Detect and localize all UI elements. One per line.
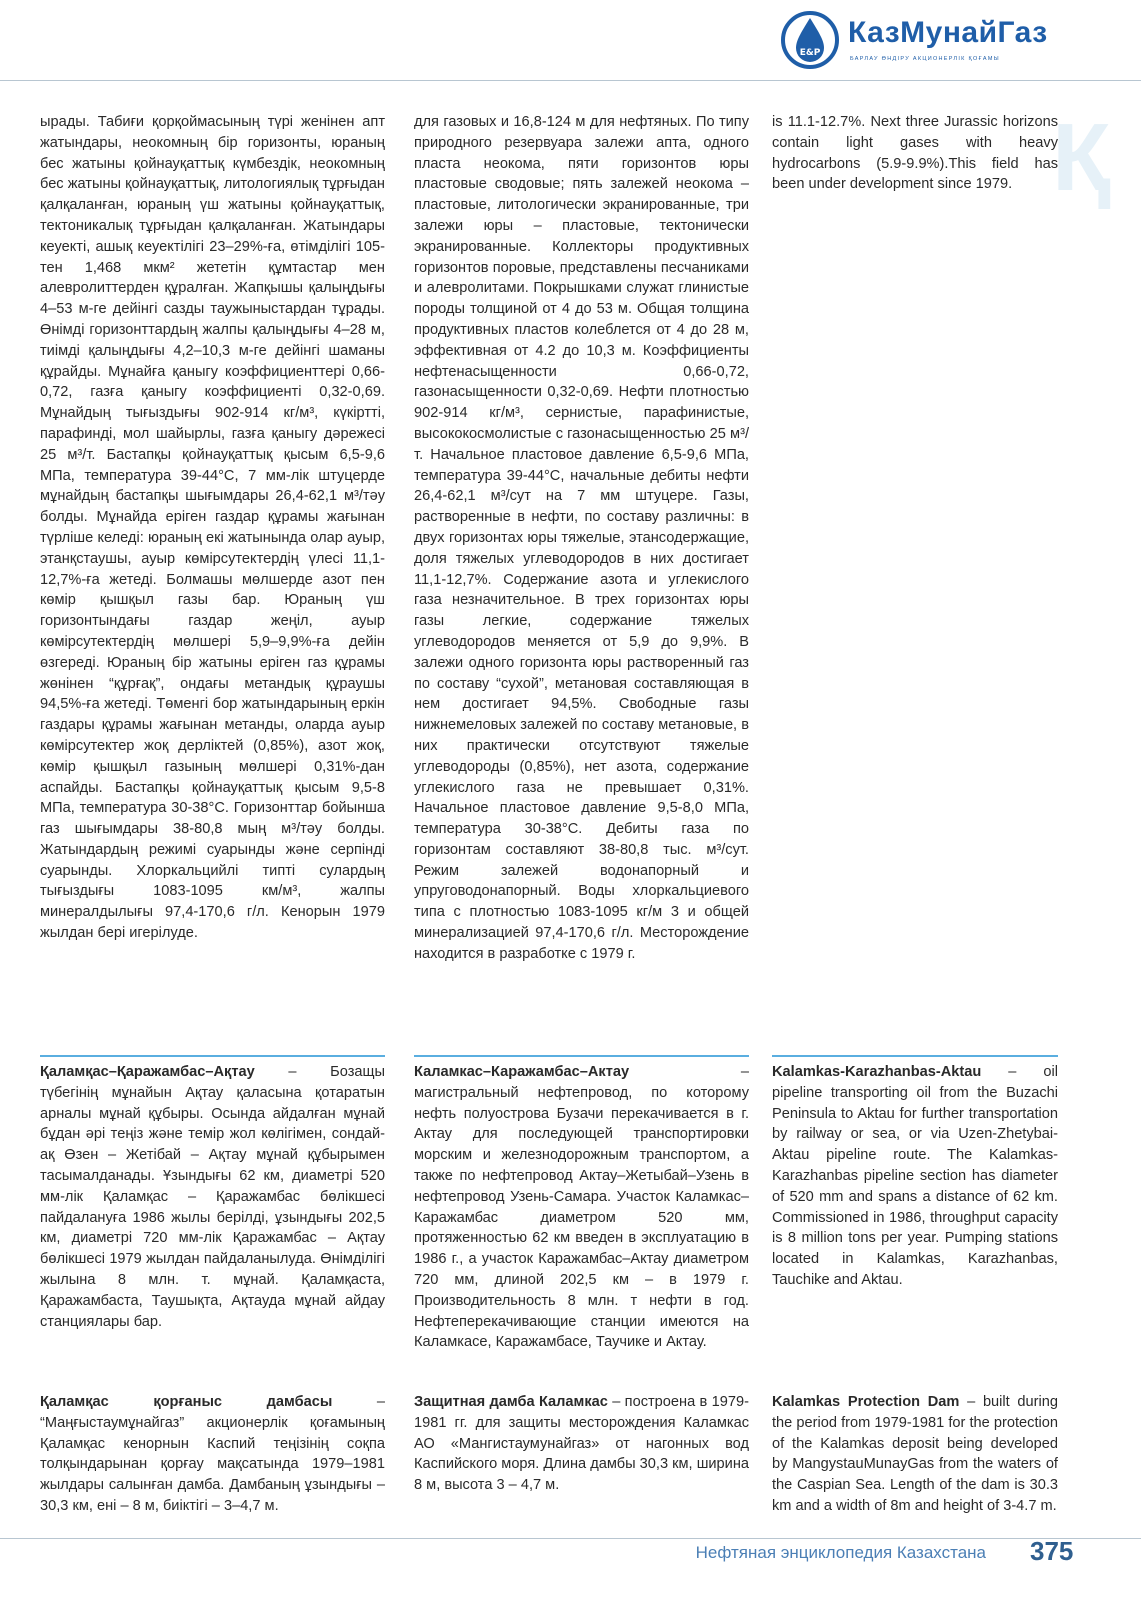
logo-tagline: БАРЛАУ ӨНДІРУ АКЦИОНЕРЛІК ҚОҒАМЫ (850, 56, 1000, 62)
entry-body: – oil pipeline transporting oil from the Buzachi Peninsula to Aktau for further transportation by railway or sea, or via Uzen-Zhetybai-Aktau pipeline route. The Kalamkas-Karazhanbas pipeline section has diameter of 520 mm and spans a distance of 62 km. Commissioned in 1986, throughput capacity is 8 million tons per year. Pumping stations located in Kalamkas, Karazhanbas, Tauchike and Aktau. (772, 1064, 1058, 1288)
section-divider-en (772, 1055, 1058, 1057)
en-continuation-text: is 11.1-12.7%. Next three Jurassic horizons contain light gases with heavy hydrocarbons (5.9-9.9%).This field has been under development since 1979. (772, 114, 1058, 193)
entry-kz-pipeline (40, 1062, 385, 1332)
entry-term: Kalamkas Protection Dam (772, 1394, 960, 1410)
footer-rule (0, 1538, 1141, 1539)
ru-continuation-text: для газовых и 16,8-124 м для нефтяных. По типу природного резервуара залежи апта, одного пласта неокома, пяти горизонтов юры пластовые сводовые; пять залежей неокома – пластовые, литологически экранированные, три залежи юры – пластовые, тектонически экранированные. Коллекторы продуктивных горизонтов поровые, представлены песчаниками и алевролитами. Покрышками служат глинистые породы толщиной от 4 до 53 м. Общая толщина продуктивных пластов колеблется от 4 до 28 м, эффективная от 4.2 до 10,3 м. Коэффициенты нефтенасыщенности 0,66-0,72, газонасыщенности 0,32-0,69. Нефти плотностью 902-914 кг/м³, сернистые, парафинистые, высококосмолистые с газонасыщенностью 25 м³/т. Начальное пластовое давление 6,5-9,6 МПа, температура 39-44°С, начальные дебиты нефти 26,4-62,1 м³/сут на 7 мм штуцере. Газы, растворенные в нефти, по составу различны: в двух горизонтах юры тяжелые, этансодержащие, доля тяжелых углеводородов в них достигает 11,1-12,7%. Содержание азота и углекислого газа незначительное. В трех горизонтах юры газы легкие, содержание тяжелых углеводородов меняется от 5,9 до 9,9%. В залежи одного горизонта юры растворенный газ по составу “сухой”, метановая составляющая в нем достигает 94,5%. Свободные газы нижнемеловых залежей по составу метановые, в них практически отсутствуют тяжелые углеводороды (0,85%), нет азота, содержание углекислого газа не превышает 0,31%. Начальное пластовое давление 9,5-8,0 МПа, температура 30-38°С. Дебиты газа по горизонтам составляют 38-80,8 тыс. м³/сут. Режим залежей водонапорный и упруговодонапорный. Воды хлоркальциевого типа с плотностью 1083-1095 кг/м 3 и общей минерализацией 97,4-170,6 г/л. Месторождение находится в разработке с 1979 г. (414, 114, 749, 962)
entry-body: – построена в 1979-1981 гг. для защиты месторождения Каламкас АО «Мангистаумунайгаз» от нагонных вод Каспийского моря. Длина дамбы 30,3 км, ширина 8 м, высота 3 – 4,7 м. (414, 1394, 749, 1494)
header-rule (0, 80, 1141, 81)
entry-term: Защитная дамба Каламкас (414, 1394, 608, 1410)
section-divider-kz (40, 1055, 385, 1057)
drop-emblem-icon (780, 10, 840, 70)
company-logo (780, 10, 1080, 70)
page-number: 375 (1030, 1536, 1074, 1566)
entry-term: Қаламқас–Қаражамбас–Ақтау (40, 1064, 255, 1080)
entry-ru-pipeline (414, 1062, 749, 1353)
entry-term: Kalamkas-Karazhanbas-Aktau (772, 1064, 982, 1080)
entry-body: – магистральный нефтепровод, по которому нефть полуострова Бузачи перекачивается в г. Актау для последующей транспортировки морским и железнодорожным транспортом, а также по нефтепровод Актау–Жетыбай–Узень в нефтепровод Узень-Самара. Участок Каламкас–Каражамбас диаметром 520 мм, протяженностью 62 км введен в эксплуатацию в 1986 г., а участок Каражамбас–Актау диаметром 720 мм, длиной 202,5 км – в 1979 г. Производительность 8 млн. т нефти в год. Нефтеперекачивающие станции имеются на Каламкасе, Каражамбасе, Таучике и Актау. (414, 1064, 749, 1351)
entry-body: – Бозащы түбегінің мұнайын Ақтау қаласына қотаратын арналы мұнай құбыры. Осында айдалған мұнай бұдан әрі теңіз және темір жол көлігімен, сондай-ақ Өзен – Жетібай – Ақтау мұнай құбырымен тасымалданады. Ұзындығы 62 км, диаметрі 520 мм-лік Қаламқас – Қаражамбас бөлікшесі пайдалануға 1986 жылы берілді, ұзындығы 202,5 км, диаметрі 720 мм-лік Қаражамбас – Ақтау бөлікшесі 1979 жылдан пайдаланылуда. Өнімділігі жылына 8 млн. т. мұнай. Қаламқаста, Қаражамбаста, Таушықта, Ақтауда мұнай айдау станциялары бар. (40, 1064, 385, 1330)
entry-kz-dam (40, 1392, 385, 1517)
watermark-letter: Қ (1052, 104, 1111, 211)
kz-continuation-text: ырады. Табиғи қорқоймасының түрі женінен апт жатындары, неокомның бір горизонты, юраның бес жатыны қойнауқаттық күмбездік, неокомның бес жатыны қойнауқаттық, литологиялық тұрғыдан қалқаланған, юраның үш жатыны қойнауқаттық, тектоникалық тұрғыдан қалқаланған. Жатындары кеуекті, ашық кеуектілігі 23–29%-ға, өтімділігі 105-тен 1,468 мкм² жететін құмтастар мен алевролиттерден құралған. Жапқышы қалыңдығы 4–53 м-ге дейінгі сазды таужыныстардан тұрады. Өнімді горизонттардың жалпы қалыңдығы 4–28 м, тиімді қалыңдығы 4,2–10,3 м-ге дейінгі шаманы құрайды. Мұнайға қаныгу коэффициенттері 0,66-0,72, газға қаныгу коэффициенті 0,32-0,69. Мұнайдың тығыздығы 902-914 кг/м³, күкіртті, парафинді, мол шайырлы, газға қаныгу дәрежесі 25 м³/т. Бастапқы қойнауқаттық қысым 6,5-9,6 МПа, температура 39-44°С, 7 мм-лік штуцерде мұнайдың бастапқы шығымдары 26,4-62,1 м³/тәу болды. Мұнайда еріген газдар құрамы жағынан түрліше келеді: юраның екі жатынында олар ауыр, этанқстаушы, ауыр көмірсутектердің үлесі 11,1-12,7%-ға жетеді. Болмашы мөлшерде азот пен көмір қышқыл газы бар. Юраның үш горизонтындағы газдар жеңіл, ауыр көмірсутектердің мөлшері 5,9–9,9%-ға дейін өзгереді. Юраның бір жатыны еріген газ құрамы жөнінен “құрғақ”, ондағы метандық құраушы 94,5%-ға жетеді. Төменгі бор жатындарының еркін газдары құрамы жағынан метанды, оларда ауыр көмірсутектер жоқ дерліктей (0,85%), азот жоқ, көмір қышқыл газының мөлшері 0,31%-дан аспайды. Бастапқы қойнауқаттық қысым 9,5-8 МПа, температура 30-38°С. Горизонттар бойынша газ шығымдары 38-80,8 мың м³/тәу болды. Жатындардың режимі суарынды және серпінді суарынды. Хлоркальцийлі типті сулардың тығыздығы 1083-1095 км/м³, жалпы минералдылығы 97,4-170,6 г/л. Кенорын 1979 жылдан бері игерілуде. (40, 114, 385, 942)
entry-term: Каламкас–Каражамбас–Актау (414, 1064, 630, 1080)
entry-en-pipeline (772, 1062, 1058, 1291)
logo-name: КазМунайГаз (848, 16, 1048, 49)
footer-title: Нефтяная энциклопедия Казахстана (695, 1543, 986, 1562)
logo-badge: E&P (799, 48, 821, 58)
entry-body: – “Маңғыстаумұнайгаз” акционерлік қоғамының Қаламқас кенорнын Каспий теңізінің соқпа толқындарынан қорғау мақсатында 1979–1981 жылдары салынған дамба. Дамбаның ұзындығы – 30,3 км, ені – 8 м, биіктігі – 3–4,7 м. (40, 1394, 385, 1514)
entry-body: – built during the period from 1979-1981 for the protection of the Kalamkas deposit being developed by MangystauMunayGas from the waters of the Caspian Sea. Length of the dam is 30.3 km and a width of 8m and height of 3-4.7 m. (772, 1394, 1058, 1514)
entry-ru-dam (414, 1392, 749, 1496)
entry-en-dam (772, 1392, 1058, 1517)
entry-term: Қаламқас қорғаныс дамбасы (40, 1394, 333, 1410)
section-divider-ru (414, 1055, 749, 1057)
